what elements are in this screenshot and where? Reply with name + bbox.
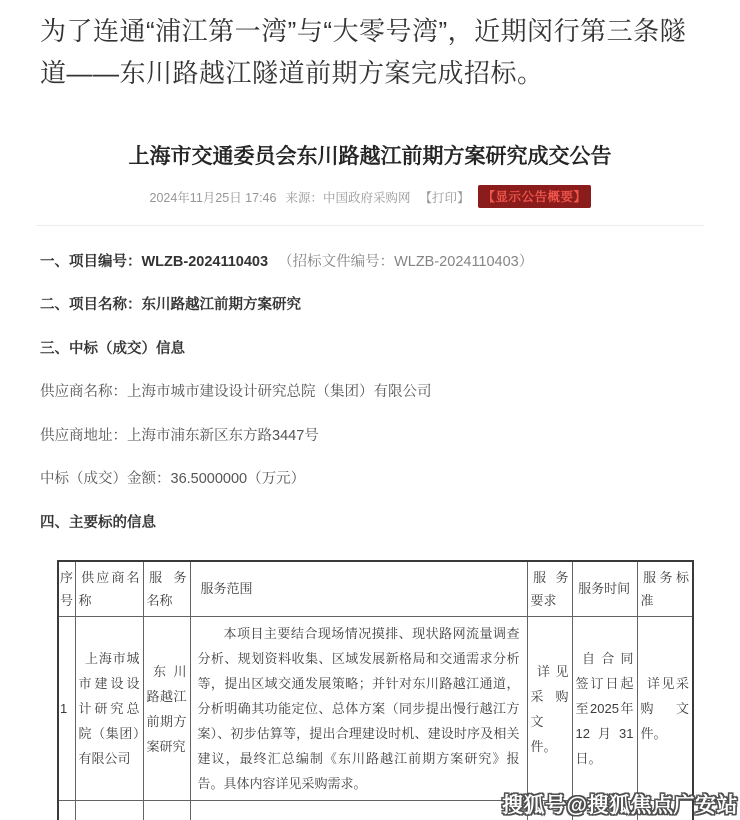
meta-divider <box>36 225 704 226</box>
notice-meta <box>0 185 740 208</box>
award-info-label: 三、中标（成交）信息 <box>40 340 185 357</box>
award-table <box>57 560 694 820</box>
empty-cell <box>58 801 75 820</box>
section-project-name <box>40 297 700 313</box>
header-time: 服务时间 <box>572 561 637 617</box>
line-supplier-name <box>40 384 700 400</box>
print-button[interactable]: 【打印】 <box>419 190 470 205</box>
empty-cell <box>190 801 527 820</box>
sohu-watermark: 搜狐号@搜狐焦点广安站 <box>502 794 738 817</box>
cell-supplier: 上海市城市建设设计研究总院（集团）有限公司 <box>75 617 143 801</box>
project-number-suffix: （招标文件编号：WLZB-2024110403） <box>278 253 534 270</box>
intro-paragraph: 为了连通“浦江第一湾”与“大零号湾”，近期闵行第三条隧道——东川路越江隧道前期方案完成招标。 <box>40 16 687 88</box>
cell-requirement: 详见采购文件。 <box>527 617 572 801</box>
project-number-label: 一、项目编号：WLZB-2024110403 <box>40 253 269 270</box>
section-award-info <box>40 341 700 357</box>
cell-service-name: 东川路越江前期方案研究 <box>143 617 190 801</box>
subject-info-label: 四、主要标的信息 <box>40 514 156 531</box>
empty-cell <box>75 801 143 820</box>
show-summary-button[interactable]: 【显示公告概要】 <box>478 185 590 208</box>
cell-seq: 1 <box>58 617 75 801</box>
header-supplier: 供应商名称 <box>75 561 143 617</box>
header-service-name: 服务名称 <box>143 561 190 617</box>
table-header-row <box>58 561 693 617</box>
cell-scope: 本项目主要结合现场情况摸排、现状路网流量调查分析、规划资料收集、区域发展新格局和交通需求分析等，提出区域交通发展策略；并针对东川路越江通道，分析明确其功能定位、总体方案（同步提出慢行越江方案）、初步估算等，提出合理建设时机、建设时序及相关建议，最终汇总编制《东川路越江前期方案研究》报告。具体内容详见采购需求。 <box>190 617 527 801</box>
award-amount-text: 中标（成交）金额：36.5000000（万元） <box>40 471 306 487</box>
notice-title: 上海市交通委员会东川路越江前期方案研究成交公告 <box>128 145 612 168</box>
header-requirement: 服务要求 <box>527 561 572 617</box>
line-award-amount <box>40 471 700 487</box>
cell-standard: 详见采购文件。 <box>637 617 693 801</box>
cell-time: 自合同签订日起至2025年12月31日。 <box>572 617 637 801</box>
empty-cell <box>143 801 190 820</box>
header-seq: 序号 <box>58 561 75 617</box>
table-row <box>58 617 693 801</box>
meta-datetime: 2024年11月25日 17:46 <box>149 190 277 205</box>
meta-source: 来源：中国政府采购网 <box>285 190 411 205</box>
notice-sections <box>0 254 740 531</box>
project-name-label: 二、项目名称：东川路越江前期方案研究 <box>40 297 301 313</box>
line-supplier-address <box>40 428 700 444</box>
supplier-address-text: 供应商地址：上海市浦东新区东方路3447号 <box>40 427 319 444</box>
supplier-name-text: 供应商名称：上海市城市建设设计研究总院（集团）有限公司 <box>40 384 432 400</box>
section-project-number <box>40 254 700 270</box>
header-standard: 服务标准 <box>637 561 693 617</box>
section-subject-info <box>40 515 700 531</box>
header-scope: 服务范围 <box>190 561 527 617</box>
